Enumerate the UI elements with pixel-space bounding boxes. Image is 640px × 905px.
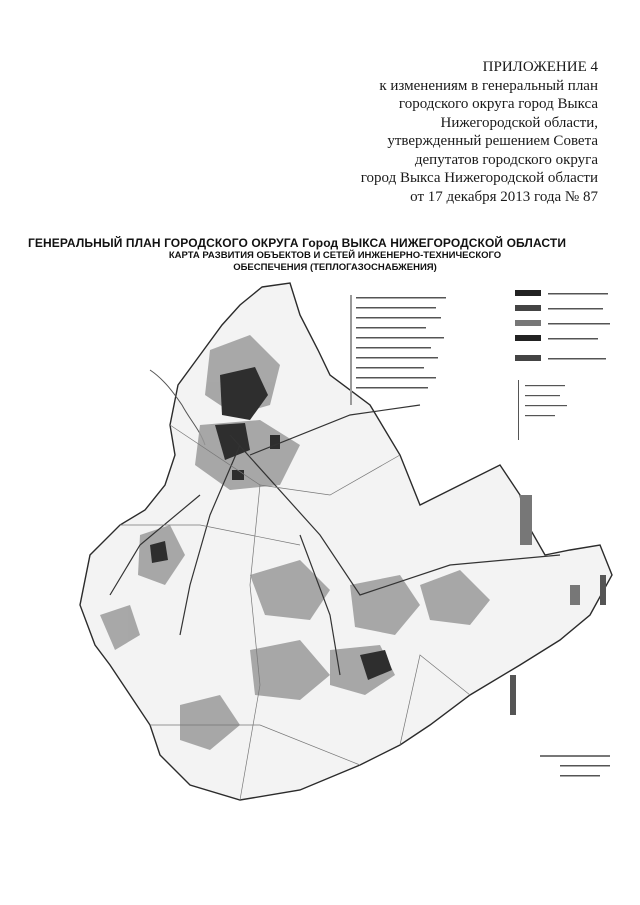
appendix-line: Нижегородской области, [440,114,598,131]
map-legend [350,290,610,440]
map-title: ГЕНЕРАЛЬНЫЙ ПЛАН ГОРОДСКОГО ОКРУГА Город ВЫКСА НИЖЕГОРОДСКОЙ ОБЛАСТИ [28,236,567,250]
appendix-line: городского округа город Выкса [398,96,598,112]
district-map [0,255,640,815]
appendix-line: к изменениям в генеральный план [379,77,598,94]
appendix-line: ПРИЛОЖЕНИЕ 4 [482,59,598,75]
appendix-line: утвержденный решением Совета [387,133,598,149]
district-map-graphic [0,255,640,815]
appendix-line: депутатов городского округа [414,151,598,168]
appendix-header [361,58,598,206]
map-subtitle-line: КАРТА РАЗВИТИЯ ОБЪЕКТОВ И СЕТЕЙ ИНЖЕНЕРНО-ТЕХНИЧЕСКОГО [168,250,502,261]
appendix-line: город Выкса Нижегородской области [360,170,598,186]
map-subtitle-line: ОБЕСПЕЧЕНИЯ (ТЕПЛОГАЗОСНАБЖЕНИЯ) [233,261,437,273]
appendix-line: от 17 декабря 2013 года № 87 [410,188,598,205]
